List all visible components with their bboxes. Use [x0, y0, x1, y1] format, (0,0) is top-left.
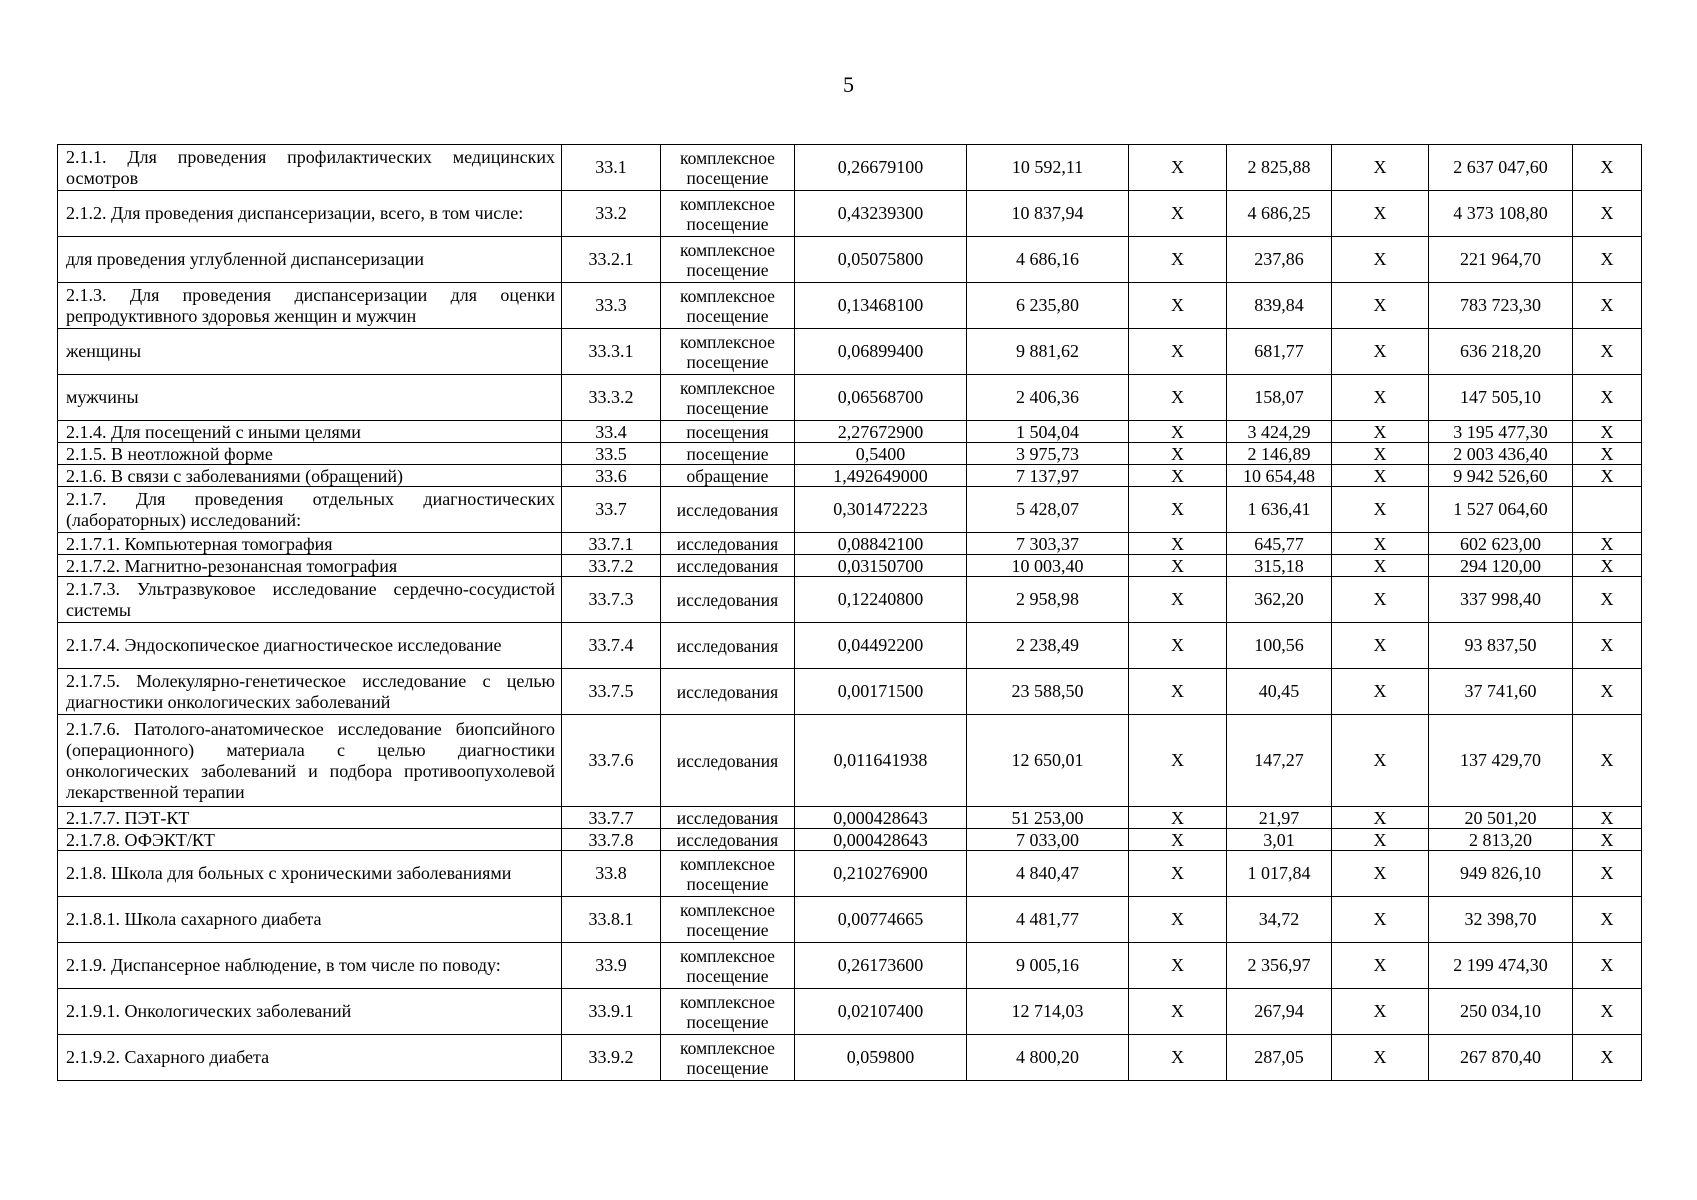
row-total-cell: 267 870,40 — [1429, 1035, 1573, 1081]
row-x-mark-cell: Х — [1129, 943, 1227, 989]
row-x-mark-cell: Х — [1573, 329, 1642, 375]
row-code-cell: 33.9 — [562, 943, 661, 989]
row-norm-cell: 0,02107400 — [795, 989, 967, 1035]
row-code-cell: 33.7.6 — [562, 715, 661, 807]
row-x-mark-cell: Х — [1129, 989, 1227, 1035]
row-code-cell: 33.3.2 — [562, 375, 661, 421]
table-row — [58, 1035, 1642, 1081]
row-cost-cell: 4 800,20 — [967, 1035, 1129, 1081]
row-name-cell: 2.1.1. Для проведения профилактических медицинских осмотров — [58, 145, 562, 191]
row-norm-cell: 0,03150700 — [795, 555, 967, 577]
row-per-capita-cell: 1 017,84 — [1227, 851, 1332, 897]
row-code-cell: 33.8.1 — [562, 897, 661, 943]
row-x-mark-cell: Х — [1129, 533, 1227, 555]
row-code-cell: 33.5 — [562, 443, 661, 465]
row-code-cell: 33.7.1 — [562, 533, 661, 555]
row-total-cell: 636 218,20 — [1429, 329, 1573, 375]
table-row — [58, 145, 1642, 191]
row-cost-cell: 9 881,62 — [967, 329, 1129, 375]
row-unit-cell: комплексное посещение — [661, 191, 795, 237]
row-norm-cell: 0,059800 — [795, 1035, 967, 1081]
row-norm-cell: 0,06899400 — [795, 329, 967, 375]
row-x-mark-cell: Х — [1573, 897, 1642, 943]
row-per-capita-cell: 2 146,89 — [1227, 443, 1332, 465]
row-x-mark-cell: Х — [1573, 465, 1642, 487]
table-row — [58, 421, 1642, 443]
row-code-cell: 33.2 — [562, 191, 661, 237]
table-body — [58, 145, 1642, 1081]
row-per-capita-cell: 2 825,88 — [1227, 145, 1332, 191]
row-x-mark-cell: Х — [1573, 577, 1642, 623]
row-unit-cell: исследования — [661, 829, 795, 851]
row-x-mark-cell: Х — [1129, 807, 1227, 829]
row-x-mark-cell: Х — [1332, 577, 1429, 623]
row-x-mark-cell: Х — [1129, 145, 1227, 191]
row-x-mark-cell: Х — [1573, 943, 1642, 989]
row-unit-cell: комплексное посещение — [661, 237, 795, 283]
row-name-cell: 2.1.3. Для проведения диспансеризации для оценки репродуктивного здоровья женщин и мужчин — [58, 283, 562, 329]
row-x-mark-cell: Х — [1332, 237, 1429, 283]
row-x-mark-cell: Х — [1332, 487, 1429, 533]
row-norm-cell: 0,26173600 — [795, 943, 967, 989]
table-row — [58, 533, 1642, 555]
table-row — [58, 191, 1642, 237]
row-name-cell: 2.1.7.5. Молекулярно-генетическое исследование с целью диагностики онкологических заболеваний — [58, 669, 562, 715]
row-norm-cell: 0,26679100 — [795, 145, 967, 191]
table-row — [58, 897, 1642, 943]
row-x-mark-cell: Х — [1129, 237, 1227, 283]
table-row — [58, 443, 1642, 465]
row-x-mark-cell: Х — [1332, 851, 1429, 897]
row-per-capita-cell: 40,45 — [1227, 669, 1332, 715]
row-x-mark-cell: Х — [1332, 283, 1429, 329]
row-name-cell: 2.1.9.1. Онкологических заболеваний — [58, 989, 562, 1035]
row-per-capita-cell: 1 636,41 — [1227, 487, 1332, 533]
table-row — [58, 465, 1642, 487]
row-cost-cell: 12 650,01 — [967, 715, 1129, 807]
row-total-cell: 337 998,40 — [1429, 577, 1573, 623]
row-per-capita-cell: 10 654,48 — [1227, 465, 1332, 487]
row-unit-cell: исследования — [661, 577, 795, 623]
row-unit-cell: комплексное посещение — [661, 851, 795, 897]
row-x-mark-cell: Х — [1332, 989, 1429, 1035]
row-x-mark-cell: Х — [1129, 851, 1227, 897]
row-x-mark-cell: Х — [1129, 487, 1227, 533]
table-row — [58, 555, 1642, 577]
row-x-mark-cell: Х — [1573, 443, 1642, 465]
row-norm-cell: 0,43239300 — [795, 191, 967, 237]
row-total-cell: 221 964,70 — [1429, 237, 1573, 283]
row-name-cell: 2.1.7.4. Эндоскопическое диагностическое исследование — [58, 623, 562, 669]
row-name-cell: 2.1.9.2. Сахарного диабета — [58, 1035, 562, 1081]
row-total-cell: 250 034,10 — [1429, 989, 1573, 1035]
row-unit-cell: комплексное посещение — [661, 943, 795, 989]
row-x-mark-cell: Х — [1573, 851, 1642, 897]
row-x-mark-cell: Х — [1332, 943, 1429, 989]
row-x-mark-cell: Х — [1332, 1035, 1429, 1081]
row-name-cell: женщины — [58, 329, 562, 375]
row-name-cell: 2.1.8. Школа для больных с хроническими заболеваниями — [58, 851, 562, 897]
row-per-capita-cell: 3 424,29 — [1227, 421, 1332, 443]
row-x-mark-cell: Х — [1332, 421, 1429, 443]
row-per-capita-cell: 158,07 — [1227, 375, 1332, 421]
table-row — [58, 669, 1642, 715]
row-x-mark-cell: Х — [1332, 329, 1429, 375]
row-name-cell: 2.1.7.7. ПЭТ-КТ — [58, 807, 562, 829]
row-x-mark-cell: Х — [1332, 623, 1429, 669]
data-table — [57, 144, 1642, 1081]
row-unit-cell: посещения — [661, 421, 795, 443]
row-cost-cell: 7 033,00 — [967, 829, 1129, 851]
row-cost-cell: 9 005,16 — [967, 943, 1129, 989]
row-x-mark-cell: Х — [1129, 715, 1227, 807]
row-norm-cell: 0,000428643 — [795, 829, 967, 851]
row-unit-cell: исследования — [661, 669, 795, 715]
row-total-cell: 2 003 436,40 — [1429, 443, 1573, 465]
row-x-mark-cell: Х — [1573, 191, 1642, 237]
row-per-capita-cell: 681,77 — [1227, 329, 1332, 375]
row-code-cell: 33.7.5 — [562, 669, 661, 715]
table-row — [58, 715, 1642, 807]
row-x-mark-cell: Х — [1332, 375, 1429, 421]
row-x-mark-cell: Х — [1573, 237, 1642, 283]
row-code-cell: 33.6 — [562, 465, 661, 487]
row-code-cell: 33.7.7 — [562, 807, 661, 829]
row-unit-cell: исследования — [661, 807, 795, 829]
table-row — [58, 851, 1642, 897]
row-unit-cell: комплексное посещение — [661, 145, 795, 191]
row-unit-cell: комплексное посещение — [661, 897, 795, 943]
row-name-cell: 2.1.6. В связи с заболеваниями (обращений) — [58, 465, 562, 487]
row-cost-cell: 7 137,97 — [967, 465, 1129, 487]
row-unit-cell: обращение — [661, 465, 795, 487]
row-x-mark-cell — [1573, 487, 1642, 533]
row-x-mark-cell: Х — [1573, 623, 1642, 669]
row-x-mark-cell: Х — [1129, 465, 1227, 487]
row-norm-cell: 0,210276900 — [795, 851, 967, 897]
row-total-cell: 783 723,30 — [1429, 283, 1573, 329]
row-cost-cell: 2 406,36 — [967, 375, 1129, 421]
table-row — [58, 283, 1642, 329]
row-x-mark-cell: Х — [1129, 191, 1227, 237]
row-code-cell: 33.7.8 — [562, 829, 661, 851]
row-name-cell: 2.1.8.1. Школа сахарного диабета — [58, 897, 562, 943]
row-name-cell: 2.1.2. Для проведения диспансеризации, всего, в том числе: — [58, 191, 562, 237]
row-x-mark-cell: Х — [1332, 669, 1429, 715]
row-x-mark-cell: Х — [1332, 443, 1429, 465]
row-per-capita-cell: 21,97 — [1227, 807, 1332, 829]
table-row — [58, 577, 1642, 623]
row-unit-cell: комплексное посещение — [661, 329, 795, 375]
row-name-cell: 2.1.7.6. Патолого-анатомическое исследование биопсийного (операционного) материала с целью диагностики онкологических заболеваний и подбора противоопухолевой лекарственной терапии — [58, 715, 562, 807]
row-x-mark-cell: Х — [1129, 1035, 1227, 1081]
row-total-cell: 949 826,10 — [1429, 851, 1573, 897]
row-cost-cell: 10 837,94 — [967, 191, 1129, 237]
row-unit-cell: исследования — [661, 555, 795, 577]
row-code-cell: 33.9.1 — [562, 989, 661, 1035]
row-name-cell: 2.1.9. Диспансерное наблюдение, в том числе по поводу: — [58, 943, 562, 989]
row-code-cell: 33.7.4 — [562, 623, 661, 669]
row-per-capita-cell: 4 686,25 — [1227, 191, 1332, 237]
row-name-cell: 2.1.7.2. Магнитно-резонансная томография — [58, 555, 562, 577]
row-x-mark-cell: Х — [1573, 715, 1642, 807]
row-name-cell: для проведения углубленной диспансеризации — [58, 237, 562, 283]
row-norm-cell: 0,5400 — [795, 443, 967, 465]
row-total-cell: 4 373 108,80 — [1429, 191, 1573, 237]
row-code-cell: 33.2.1 — [562, 237, 661, 283]
row-x-mark-cell: Х — [1573, 669, 1642, 715]
row-x-mark-cell: Х — [1129, 283, 1227, 329]
row-per-capita-cell: 147,27 — [1227, 715, 1332, 807]
table-row — [58, 237, 1642, 283]
row-cost-cell: 1 504,04 — [967, 421, 1129, 443]
row-norm-cell: 0,05075800 — [795, 237, 967, 283]
row-total-cell: 602 623,00 — [1429, 533, 1573, 555]
table-row — [58, 487, 1642, 533]
row-x-mark-cell: Х — [1332, 533, 1429, 555]
row-cost-cell: 4 481,77 — [967, 897, 1129, 943]
row-name-cell: 2.1.7.8. ОФЭКТ/КТ — [58, 829, 562, 851]
row-x-mark-cell: Х — [1129, 329, 1227, 375]
row-x-mark-cell: Х — [1129, 623, 1227, 669]
row-total-cell: 147 505,10 — [1429, 375, 1573, 421]
row-per-capita-cell: 3,01 — [1227, 829, 1332, 851]
row-total-cell: 20 501,20 — [1429, 807, 1573, 829]
row-total-cell: 32 398,70 — [1429, 897, 1573, 943]
row-cost-cell: 6 235,80 — [967, 283, 1129, 329]
row-per-capita-cell: 287,05 — [1227, 1035, 1332, 1081]
row-name-cell: 2.1.7. Для проведения отдельных диагностических (лабораторных) исследований: — [58, 487, 562, 533]
row-x-mark-cell: Х — [1332, 715, 1429, 807]
row-x-mark-cell: Х — [1573, 375, 1642, 421]
row-code-cell: 33.7.3 — [562, 577, 661, 623]
row-name-cell: 2.1.4. Для посещений с иными целями — [58, 421, 562, 443]
row-norm-cell: 0,301472223 — [795, 487, 967, 533]
row-x-mark-cell: Х — [1129, 443, 1227, 465]
row-x-mark-cell: Х — [1129, 375, 1227, 421]
row-total-cell: 37 741,60 — [1429, 669, 1573, 715]
row-cost-cell: 2 958,98 — [967, 577, 1129, 623]
row-total-cell: 9 942 526,60 — [1429, 465, 1573, 487]
row-per-capita-cell: 315,18 — [1227, 555, 1332, 577]
row-x-mark-cell: Х — [1573, 555, 1642, 577]
row-norm-cell: 0,13468100 — [795, 283, 967, 329]
row-x-mark-cell: Х — [1332, 807, 1429, 829]
row-total-cell: 294 120,00 — [1429, 555, 1573, 577]
row-x-mark-cell: Х — [1129, 421, 1227, 443]
row-name-cell: 2.1.5. В неотложной форме — [58, 443, 562, 465]
row-name-cell: мужчины — [58, 375, 562, 421]
row-norm-cell: 0,00774665 — [795, 897, 967, 943]
row-x-mark-cell: Х — [1573, 1035, 1642, 1081]
row-per-capita-cell: 100,56 — [1227, 623, 1332, 669]
row-unit-cell: исследования — [661, 533, 795, 555]
row-unit-cell: комплексное посещение — [661, 375, 795, 421]
row-code-cell: 33.7.2 — [562, 555, 661, 577]
row-x-mark-cell: Х — [1573, 145, 1642, 191]
row-cost-cell: 3 975,73 — [967, 443, 1129, 465]
row-name-cell: 2.1.7.3. Ультразвуковое исследование сердечно-сосудистой системы — [58, 577, 562, 623]
table-row — [58, 989, 1642, 1035]
row-x-mark-cell: Х — [1332, 465, 1429, 487]
table-row — [58, 807, 1642, 829]
row-x-mark-cell: Х — [1573, 421, 1642, 443]
row-code-cell: 33.7 — [562, 487, 661, 533]
row-cost-cell: 7 303,37 — [967, 533, 1129, 555]
row-x-mark-cell: Х — [1332, 191, 1429, 237]
row-x-mark-cell: Х — [1332, 829, 1429, 851]
row-norm-cell: 0,06568700 — [795, 375, 967, 421]
row-norm-cell: 0,08842100 — [795, 533, 967, 555]
row-total-cell: 3 195 477,30 — [1429, 421, 1573, 443]
row-code-cell: 33.3 — [562, 283, 661, 329]
row-x-mark-cell: Х — [1129, 555, 1227, 577]
table-row — [58, 829, 1642, 851]
table-row — [58, 329, 1642, 375]
row-code-cell: 33.9.2 — [562, 1035, 661, 1081]
row-cost-cell: 12 714,03 — [967, 989, 1129, 1035]
row-unit-cell: исследования — [661, 623, 795, 669]
row-x-mark-cell: Х — [1129, 897, 1227, 943]
row-cost-cell: 23 588,50 — [967, 669, 1129, 715]
row-unit-cell: комплексное посещение — [661, 283, 795, 329]
row-x-mark-cell: Х — [1332, 897, 1429, 943]
row-per-capita-cell: 839,84 — [1227, 283, 1332, 329]
row-x-mark-cell: Х — [1332, 555, 1429, 577]
row-norm-cell: 0,000428643 — [795, 807, 967, 829]
row-total-cell: 93 837,50 — [1429, 623, 1573, 669]
row-x-mark-cell: Х — [1129, 577, 1227, 623]
row-cost-cell: 10 592,11 — [967, 145, 1129, 191]
row-norm-cell: 0,04492200 — [795, 623, 967, 669]
row-total-cell: 137 429,70 — [1429, 715, 1573, 807]
row-code-cell: 33.1 — [562, 145, 661, 191]
row-code-cell: 33.4 — [562, 421, 661, 443]
row-unit-cell: комплексное посещение — [661, 989, 795, 1035]
row-x-mark-cell: Х — [1573, 533, 1642, 555]
row-cost-cell: 2 238,49 — [967, 623, 1129, 669]
row-cost-cell: 10 003,40 — [967, 555, 1129, 577]
row-x-mark-cell: Х — [1573, 829, 1642, 851]
row-unit-cell: комплексное посещение — [661, 1035, 795, 1081]
row-norm-cell: 1,492649000 — [795, 465, 967, 487]
row-cost-cell: 4 840,47 — [967, 851, 1129, 897]
row-total-cell: 1 527 064,60 — [1429, 487, 1573, 533]
row-x-mark-cell: Х — [1573, 989, 1642, 1035]
page-number: 5 — [843, 72, 854, 97]
row-per-capita-cell: 267,94 — [1227, 989, 1332, 1035]
row-norm-cell: 0,00171500 — [795, 669, 967, 715]
row-cost-cell: 5 428,07 — [967, 487, 1129, 533]
row-x-mark-cell: Х — [1129, 829, 1227, 851]
row-norm-cell: 0,12240800 — [795, 577, 967, 623]
row-x-mark-cell: Х — [1573, 283, 1642, 329]
row-x-mark-cell: Х — [1129, 669, 1227, 715]
row-x-mark-cell: Х — [1332, 145, 1429, 191]
row-per-capita-cell: 2 356,97 — [1227, 943, 1332, 989]
row-unit-cell: исследования — [661, 487, 795, 533]
row-name-cell: 2.1.7.1. Компьютерная томография — [58, 533, 562, 555]
table-row — [58, 375, 1642, 421]
row-code-cell: 33.3.1 — [562, 329, 661, 375]
row-unit-cell: посещение — [661, 443, 795, 465]
row-cost-cell: 51 253,00 — [967, 807, 1129, 829]
row-total-cell: 2 813,20 — [1429, 829, 1573, 851]
table-row — [58, 943, 1642, 989]
row-per-capita-cell: 645,77 — [1227, 533, 1332, 555]
row-norm-cell: 0,011641938 — [795, 715, 967, 807]
row-per-capita-cell: 237,86 — [1227, 237, 1332, 283]
row-total-cell: 2 637 047,60 — [1429, 145, 1573, 191]
row-per-capita-cell: 362,20 — [1227, 577, 1332, 623]
row-per-capita-cell: 34,72 — [1227, 897, 1332, 943]
row-x-mark-cell: Х — [1573, 807, 1642, 829]
row-cost-cell: 4 686,16 — [967, 237, 1129, 283]
table-row — [58, 623, 1642, 669]
row-unit-cell: исследования — [661, 715, 795, 807]
row-total-cell: 2 199 474,30 — [1429, 943, 1573, 989]
row-norm-cell: 2,27672900 — [795, 421, 967, 443]
row-code-cell: 33.8 — [562, 851, 661, 897]
